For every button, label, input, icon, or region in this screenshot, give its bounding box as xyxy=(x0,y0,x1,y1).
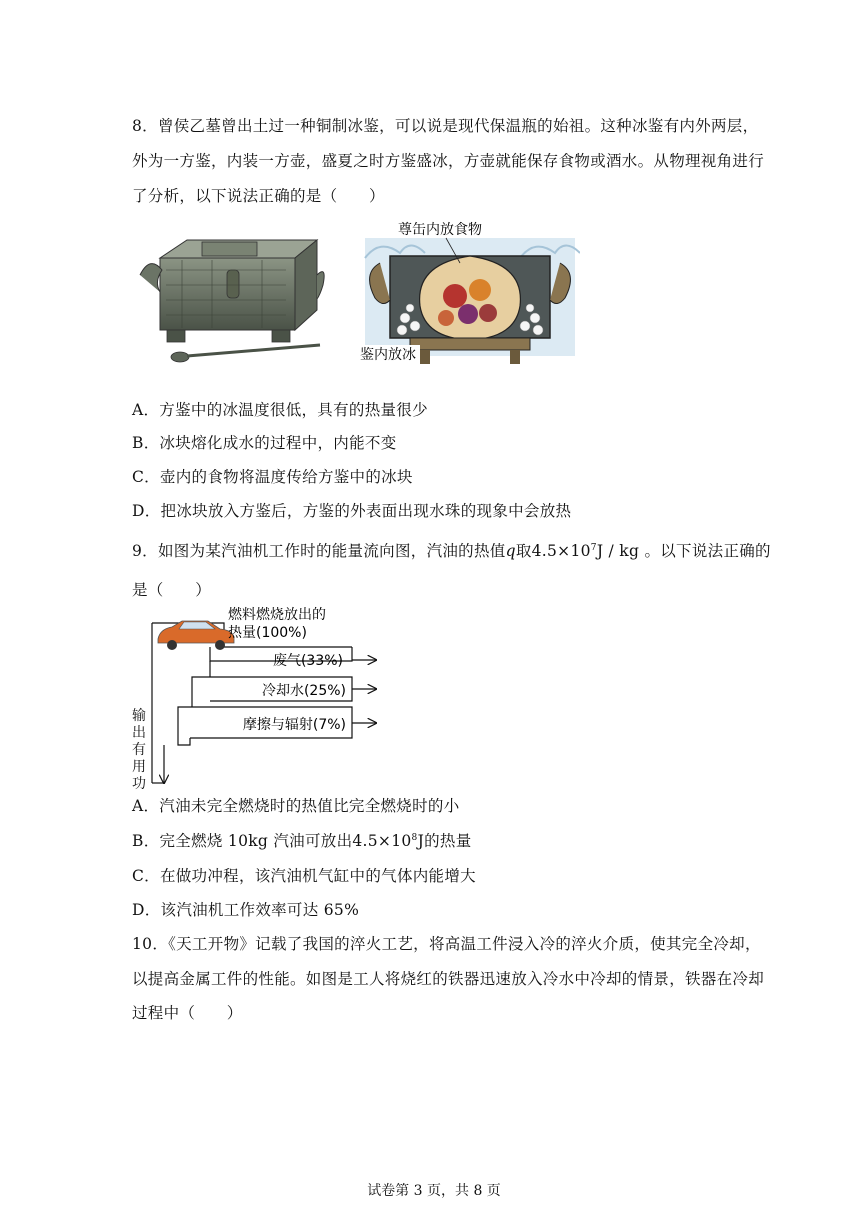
figure-label-bottom: 鉴内放冰 xyxy=(360,347,416,363)
q8-option-d: D．把冰块放入方鉴后，方鉴的外表面出现水珠的现象中会放热 xyxy=(132,502,572,520)
q8-option-a: A．方鉴中的冰温度很低，具有的热量很少 xyxy=(132,401,428,419)
figure-label-top: 尊缶内放食物 xyxy=(398,222,482,238)
q9-option-c: C．在做功冲程，该汽油机气缸中的气体内能增大 xyxy=(132,867,476,885)
useful-work-char: 用 xyxy=(132,759,146,775)
q9-line-2: 是（ ） xyxy=(132,581,212,599)
q10-line-3: 过程中（ ） xyxy=(132,1004,243,1022)
q9-option-a: A．汽油未完全燃烧时的热值比完全燃烧时的小 xyxy=(132,797,460,815)
q10-line-1: 10．《天工开物》记载了我国的淬火工艺，将高温工件浸入冷的淬火介质，使其完全冷却， xyxy=(132,935,761,953)
q9-line-1-post: J / kg 。以下说法正确的 xyxy=(596,542,771,560)
bronze-ice-jian-photo xyxy=(132,230,327,370)
q9-line-1-text: 9．如图为某汽油机工作时的能量流向图，汽油的热值 xyxy=(132,542,506,560)
q9-exp-8: 8 xyxy=(411,832,418,843)
useful-work-char: 有 xyxy=(132,742,146,758)
q9-option-b-post: J的热量 xyxy=(417,832,472,850)
q8-line-3: 了分析，以下说法正确的是（ ） xyxy=(132,187,385,205)
page-footer: 试卷第 3 页，共 8 页 xyxy=(367,1183,501,1199)
car-icon xyxy=(158,621,234,650)
energy-flow-diagram xyxy=(130,603,390,788)
coolant-label: 冷却水(25%) xyxy=(261,683,346,699)
useful-work-label xyxy=(132,708,148,793)
q9-option-d: D．该汽油机工作效率可达 65% xyxy=(132,901,360,919)
ice-jian-cross-section-diagram xyxy=(360,218,580,378)
q9-option-b-text: B．完全燃烧 10kg 汽油可放出4.5×10 xyxy=(132,832,412,850)
fuel-label-line-1: 燃料燃烧放出的 xyxy=(228,607,326,623)
exhaust-label: 废气(33%) xyxy=(272,653,343,669)
fuel-label-line-2: 热量(100%) xyxy=(228,625,307,641)
q9-line-1-mid: 取4.5×10 xyxy=(515,542,591,560)
q9-line-1 xyxy=(132,539,771,561)
q8-option-b: B．冰块熔化成水的过程中，内能不变 xyxy=(132,434,397,452)
q9-exp-7: 7 xyxy=(590,542,597,553)
q9-q-symbol: q xyxy=(505,542,516,560)
q10-line-2: 以提高金属工件的性能。如图是工人将烧红的铁器迅速放入冷水中冷却的情景，铁器在冷却 xyxy=(132,970,765,988)
useful-work-char: 功 xyxy=(132,776,146,792)
friction-label: 摩擦与辐射(7%) xyxy=(242,717,346,733)
q9-option-b xyxy=(132,829,472,851)
q8-line-2: 外为一方鉴，内装一方壶，盛夏之时方鉴盛冰，方壶就能保存食物或酒水。从物理视角进行 xyxy=(132,152,765,170)
useful-work-char: 出 xyxy=(132,725,146,741)
useful-work-char: 输 xyxy=(132,708,146,724)
q8-option-c: C．壶内的食物将温度传给方鉴中的冰块 xyxy=(132,468,413,486)
q8-line-1: 8．曾侯乙墓曾出土过一种铜制冰鉴，可以说是现代保温瓶的始祖。这种冰鉴有内外两层， xyxy=(132,117,759,135)
